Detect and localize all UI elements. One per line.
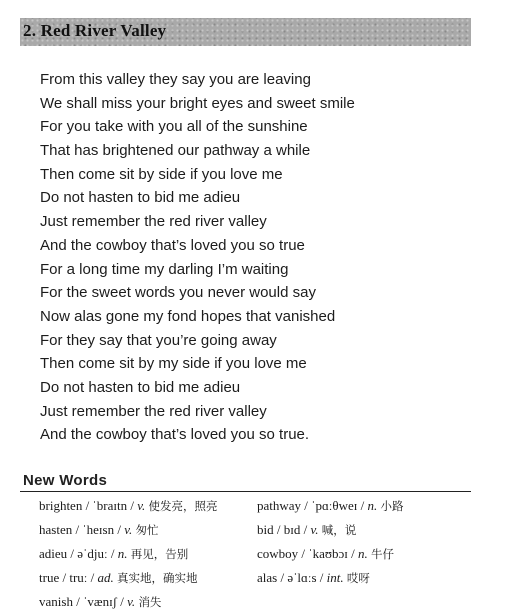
vocab-meaning: 小路 <box>380 499 404 513</box>
vocab-entry-hasten <box>39 522 159 538</box>
vocab-word: pathway <box>257 498 302 513</box>
lyric-line: From this valley they say you are leaving <box>40 71 311 88</box>
vocab-word: true <box>39 570 60 585</box>
vocab-entry-pathway <box>257 498 404 514</box>
vocab-word: bid <box>257 522 274 537</box>
section-title: 2. Red River Valley <box>23 21 167 40</box>
vocab-meaning: 喊，说 <box>321 523 357 537</box>
lyric-line: Then come sit by my side if you love me <box>40 355 307 373</box>
vocab-ipa: / ˈbraɪtn / <box>85 498 134 513</box>
vocab-ipa: / ˈheɪsn / <box>75 522 121 537</box>
vocab-pos: ad. <box>97 570 114 585</box>
vocab-word: adieu <box>39 546 68 561</box>
lyric-line: We shall miss your bright eyes and sweet smile <box>40 94 355 112</box>
new-words-heading: New Words <box>23 472 108 489</box>
lyric-line: That has brightened our pathway a while <box>40 142 311 160</box>
lyric-line: For a long time my darling I’m waiting <box>40 260 289 278</box>
vocab-ipa: / ˈkaʊbɔɪ / <box>301 546 355 561</box>
vocab-meaning: 消失 <box>138 595 162 609</box>
vocab-entry-true <box>39 570 198 586</box>
vocab-entry-alas <box>257 570 370 586</box>
vocab-word: alas <box>257 570 278 585</box>
vocab-entry-brighten <box>39 498 218 514</box>
vocab-ipa: / ˈpɑːθweɪ / <box>304 498 365 513</box>
section-title-bar <box>20 18 471 46</box>
lyric-line: Now alas gone my fond hopes that vanished <box>40 307 336 325</box>
vocab-word: hasten <box>39 522 73 537</box>
vocab-entry-vanish <box>39 594 161 610</box>
vocab-pos: v. <box>124 522 133 537</box>
vocab-ipa: / ˈvænɪʃ / <box>76 594 124 609</box>
vocab-pos: n. <box>358 546 368 561</box>
vocab-word: brighten <box>39 498 83 513</box>
vocab-ipa: / bɪd / <box>276 522 308 537</box>
vocab-meaning: 牛仔 <box>371 547 395 561</box>
vocab-meaning: 使发亮，照亮 <box>148 499 218 513</box>
vocab-pos: v. <box>137 498 146 513</box>
lyric-line: Just remember the red river valley <box>40 213 267 231</box>
lyric-line: And the cowboy that’s loved you so true. <box>40 426 310 444</box>
vocab-ipa: / əˈlɑːs / <box>280 570 324 585</box>
lyric-line: Do not hasten to bid me adieu <box>40 378 241 396</box>
vocab-pos: int. <box>326 570 344 585</box>
lyric-line: Just remember the red river valley <box>40 402 267 420</box>
vocab-ipa: / truː / <box>62 570 95 585</box>
lyrics-block <box>40 68 355 447</box>
vocab-entry-cowboy <box>257 546 394 562</box>
vocab-word: vanish <box>39 594 73 609</box>
vocab-word: cowboy <box>257 546 299 561</box>
lyric-line: For the sweet words you never would say <box>40 284 316 302</box>
new-words-divider <box>20 491 471 492</box>
vocab-pos: n. <box>367 498 378 513</box>
vocab-meaning: 匆忙 <box>135 523 159 537</box>
lyric-line: Then come sit by side if you love me <box>40 165 283 183</box>
vocab-entry-bid <box>257 522 356 538</box>
lyric-line: Do not hasten to bid me adieu <box>40 189 241 207</box>
lyric-line: And the cowboy that’s loved you so true <box>40 236 305 254</box>
vocab-meaning: 真实地，确实地 <box>117 571 198 585</box>
vocab-pos: v. <box>310 522 319 537</box>
vocab-meaning: 哎呀 <box>346 571 370 585</box>
lyric-line: For you take with you all of the sunshine <box>40 118 308 136</box>
vocab-ipa: / əˈdjuː / <box>70 546 115 561</box>
vocab-entry-adieu <box>39 546 188 562</box>
vocab-pos: n. <box>117 546 128 561</box>
lyric-line: For they say that you’re going away <box>40 331 277 349</box>
vocab-pos: v. <box>127 594 136 609</box>
vocab-meaning: 再见，告别 <box>130 547 189 561</box>
